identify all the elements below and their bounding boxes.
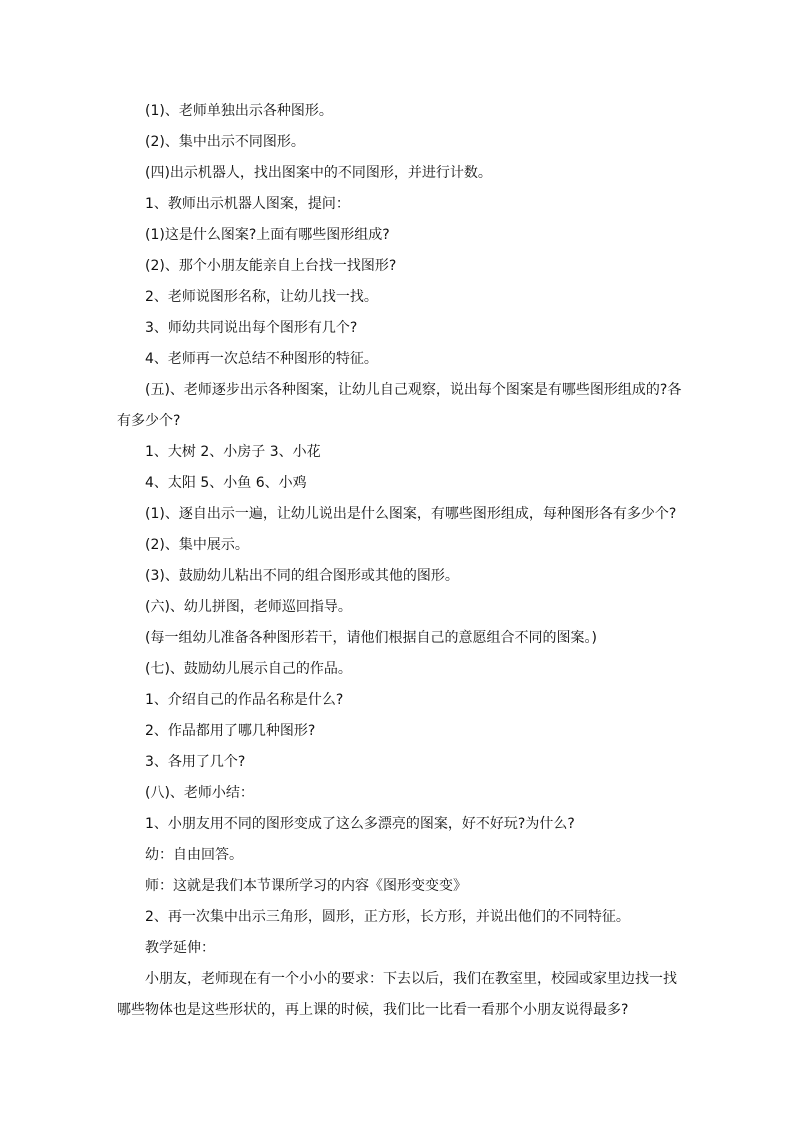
paragraph-17: (每一组幼儿准备各种图形若干，请他们根据自己的意愿组合不同的图案。) [145,630,597,646]
paragraph-28: 小朋友，老师现在有一个小小的要求：下去以后，我们在教室里，校园或家里边找一找哪些物体也是这些形状的，再上课的时候，我们比一比看一看那个小朋友说得最多? [117,971,677,1018]
paragraph-1: (1)、老师单独出示各种图形。 [145,103,333,119]
paragraph-7: 2、老师说图形名称，让幼儿找一找。 [145,289,378,305]
paragraph-13: (1)、逐自出示一遍，让幼儿说出是什么图案，有哪些图形组成，每种图形各有多少个? [145,506,677,522]
section-8-heading: (八)、老师小结： [145,785,254,801]
paragraph-23: 1、小朋友用不同的图形变成了这么多漂亮的图案，好不好玩?为什么? [145,816,575,832]
paragraph-24: 幼：自由回答。 [145,847,243,863]
paragraph-6: (2)、那个小朋友能亲自上台找一找图形? [145,258,397,274]
section-5-heading: (五)、老师逐步出示各种图案，让幼儿自己观察，说出每个图案是有哪些图形组成的?各有多少个? [117,382,682,429]
document-body [117,96,682,1026]
paragraph-25: 师：这就是我们本节课所学习的内容《图形变变变》 [145,878,467,894]
paragraph-2: (2)、集中出示不同图形。 [145,134,305,150]
paragraph-8: 3、师幼共同说出每个图形有几个? [145,320,358,336]
paragraph-4: 1、教师出示机器人图案，提问： [145,196,350,212]
section-7-heading: (七)、鼓励幼儿展示自己的作品。 [145,661,352,677]
paragraph-11: 1、大树 2、小房子 3、小花 [145,444,321,460]
extension-heading: 教学延伸： [145,940,215,956]
section-6-heading: (六)、幼儿拼图，老师巡回指导。 [145,599,352,615]
paragraph-12: 4、太阳 5、小鱼 6、小鸡 [145,475,307,491]
paragraph-5: (1)这是什么图案?上面有哪些图形组成? [145,227,390,243]
paragraph-26: 2、再一次集中出示三角形，圆形，正方形，长方形，并说出他们的不同特征。 [145,909,630,925]
paragraph-14: (2)、集中展示。 [145,537,249,553]
paragraph-9: 4、老师再一次总结不种图形的特征。 [145,351,378,367]
paragraph-15: (3)、鼓励幼儿粘出不同的组合图形或其他的图形。 [145,568,459,584]
paragraph-19: 1、介绍自己的作品名称是什么? [145,692,344,708]
section-4-heading: (四)出示机器人，找出图案中的不同图形，并进行计数。 [145,165,492,181]
paragraph-21: 3、各用了几个? [145,754,246,770]
paragraph-20: 2、作品都用了哪几种图形? [145,723,316,739]
